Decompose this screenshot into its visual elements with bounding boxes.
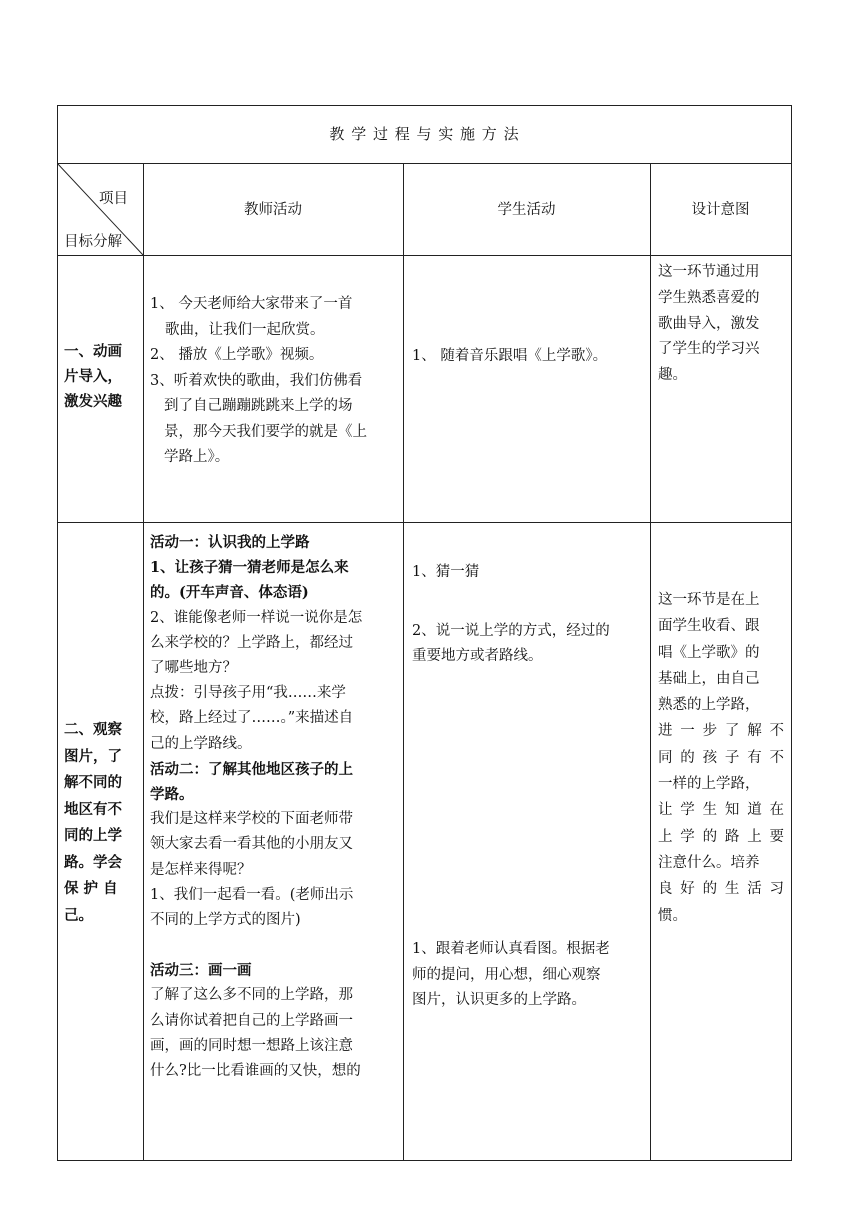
row1-objective-line: 激发兴趣 — [64, 393, 122, 410]
row2-teacher-line: 的。(开车声音、体态语) — [150, 584, 309, 602]
row2-teacher-blank-line — [150, 933, 400, 958]
row1-teacher-line: 2、 播放《上学歌》视频。 — [150, 347, 324, 363]
table-col-rule-3 — [650, 163, 651, 1161]
table-rule-title — [57, 163, 792, 164]
row1-teacher-line: 学路上》。 — [164, 449, 230, 465]
row2-teacher-line: 不同的上学方式的图片) — [150, 912, 301, 929]
row1-student-activity — [412, 344, 648, 368]
row1-teacher-line: 景，那今天我们要学的就是《上 — [164, 423, 367, 440]
row2-objective-line: 地区有不 — [64, 800, 122, 818]
row2-teacher-line: 了哪些地方？ — [150, 660, 237, 677]
row2-student-activity-3 — [412, 937, 648, 1014]
row2-teacher-line: 点拨：引导孩子用“我……来学 — [150, 685, 346, 702]
header-design-intent: 设计意图 — [691, 202, 750, 218]
row2-student-line: 重要地方或者路线。 — [412, 648, 543, 665]
activity-heading: 活动一：认识我的上学路 — [150, 534, 310, 551]
row2-teacher-line: 么来学校的？上学路上，都经过 — [150, 634, 353, 651]
row2-teacher-line: 什么?比一比看谁画的又快，想的 — [150, 1063, 361, 1080]
row2-teacher-line: 领大家去看一看其他的小朋友又 — [150, 836, 353, 853]
row2-teacher-activity — [150, 530, 400, 1084]
row2-intent-line: 同的孩子有不 — [658, 749, 784, 766]
row2-teacher-line: 2、谁能像老师一样说一说你是怎 — [150, 609, 363, 626]
row2-student-activity — [412, 560, 648, 585]
row2-teacher-line: 己的上学路线。 — [150, 735, 252, 752]
row2-teacher-line: 1、我们一起看一看。(老师出示 — [150, 886, 354, 903]
row1-objective-line: 片导入， — [64, 368, 122, 385]
table-rule-row1 — [57, 522, 792, 523]
row1-intent-line: 歌曲导入，激发 — [658, 315, 760, 332]
table-col-rule-2 — [403, 163, 404, 1161]
row1-intent-line: 了学生的学习兴 — [658, 341, 760, 358]
row2-intent-line: 基础上，由自己 — [658, 670, 760, 687]
row2-teacher-line: 么请你试着把自己的上学路画一 — [150, 1012, 353, 1029]
header-teacher-activity: 教师活动 — [244, 202, 302, 218]
row2-teacher-line: 画，画的同时想一想路上该注意 — [150, 1037, 353, 1054]
row2-design-intent — [658, 587, 784, 929]
row2-student-line: 1、猜一猜 — [412, 564, 480, 580]
row1-intent-line: 学生熟悉喜爱的 — [658, 289, 760, 306]
row2-intent-line: 面学生收看、跟 — [658, 618, 760, 635]
row2-objective-line: 同的上学 — [64, 827, 122, 844]
row2-objective-line: 己。 — [64, 906, 93, 924]
row2-intent-line: 良好的生活习 — [658, 881, 784, 898]
row2-objective-line: 路。学会 — [64, 853, 122, 871]
row2-teacher-line: 我们是这样来学校的下面老师带 — [150, 811, 353, 828]
row2-student-line: 师的提问，用心想，细心观察 — [412, 966, 601, 983]
row2-teacher-line: 1、让孩子猜一猜老师是怎么来 — [150, 559, 349, 577]
activity-heading: 活动三：画一画 — [150, 962, 252, 980]
row2-intent-line: 上学的路上要 — [658, 828, 784, 845]
row1-teacher-line: 到了自己蹦蹦跳跳来上学的场 — [164, 398, 353, 414]
row2-student-activity-2 — [412, 619, 648, 669]
header-diag-top: 项目 — [99, 191, 128, 207]
row1-intent-line: 这一环节通过用 — [658, 264, 760, 280]
table-col-rule-1 — [143, 163, 144, 1161]
row2-intent-line: 一样的上学路， — [658, 776, 760, 793]
table-border-left — [57, 105, 58, 1161]
row2-intent-line: 进一步了解不 — [658, 723, 784, 740]
row1-intent-line: 趣。 — [658, 367, 687, 384]
table-border-right — [791, 105, 792, 1161]
header-student-activity: 学生活动 — [497, 202, 556, 218]
table-border-top — [57, 105, 792, 106]
row1-teacher-line: 歌曲，让我们一起欣赏。 — [165, 321, 325, 338]
row2-objective — [64, 717, 134, 929]
row2-intent-line: 唱《上学歌》的 — [658, 644, 760, 661]
activity-heading: 活动二：了解其他地区孩子的上 — [150, 760, 353, 778]
header-diag-bottom: 目标分解 — [64, 234, 122, 250]
row2-teacher-line: 了解了这么多不同的上学路，那 — [150, 987, 353, 1004]
row1-student-line: 1、 随着音乐跟唱《上学歌》。 — [412, 348, 608, 364]
row2-objective-line: 保 护 自 — [64, 880, 118, 897]
row1-teacher-activity — [150, 292, 398, 471]
row1-objective — [64, 339, 139, 414]
row1-design-intent — [658, 260, 784, 389]
row2-teacher-line: 校，路上经过了……。”来描述自 — [150, 710, 354, 727]
row1-objective-line: 一、动画 — [64, 343, 122, 360]
table-border-bottom — [57, 1160, 792, 1161]
table-rule-header — [57, 255, 792, 256]
row2-teacher-line: 是怎样来得呢？ — [150, 861, 252, 878]
row2-intent-line: 这一环节是在上 — [658, 592, 760, 608]
row2-objective-line: 解不同的 — [64, 774, 122, 791]
row2-intent-line: 惯。 — [658, 907, 687, 924]
row2-student-line: 图片，认识更多的上学路。 — [412, 992, 586, 1009]
row1-teacher-line: 3、听着欢快的歌曲，我们仿佛看 — [150, 372, 363, 389]
row2-objective-line: 图片，了 — [64, 747, 122, 765]
row2-intent-line: 让学生知道在 — [658, 802, 784, 819]
row2-intent-line: 注意什么。培养 — [658, 854, 760, 871]
row2-objective-line: 二、观察 — [64, 721, 122, 738]
row2-intent-line: 熟悉的上学路， — [658, 697, 760, 714]
row1-teacher-line: 1、 今天老师给大家带来了一首 — [150, 296, 353, 312]
row2-student-line: 1、跟着老师认真看图。根据老 — [412, 941, 610, 957]
row2-teacher-line: 学路。 — [150, 786, 194, 804]
row2-student-line: 2、说一说上学的方式，经过的 — [412, 623, 610, 639]
table-title: 教 学 过 程 与 实 施 方 法 — [329, 125, 520, 143]
